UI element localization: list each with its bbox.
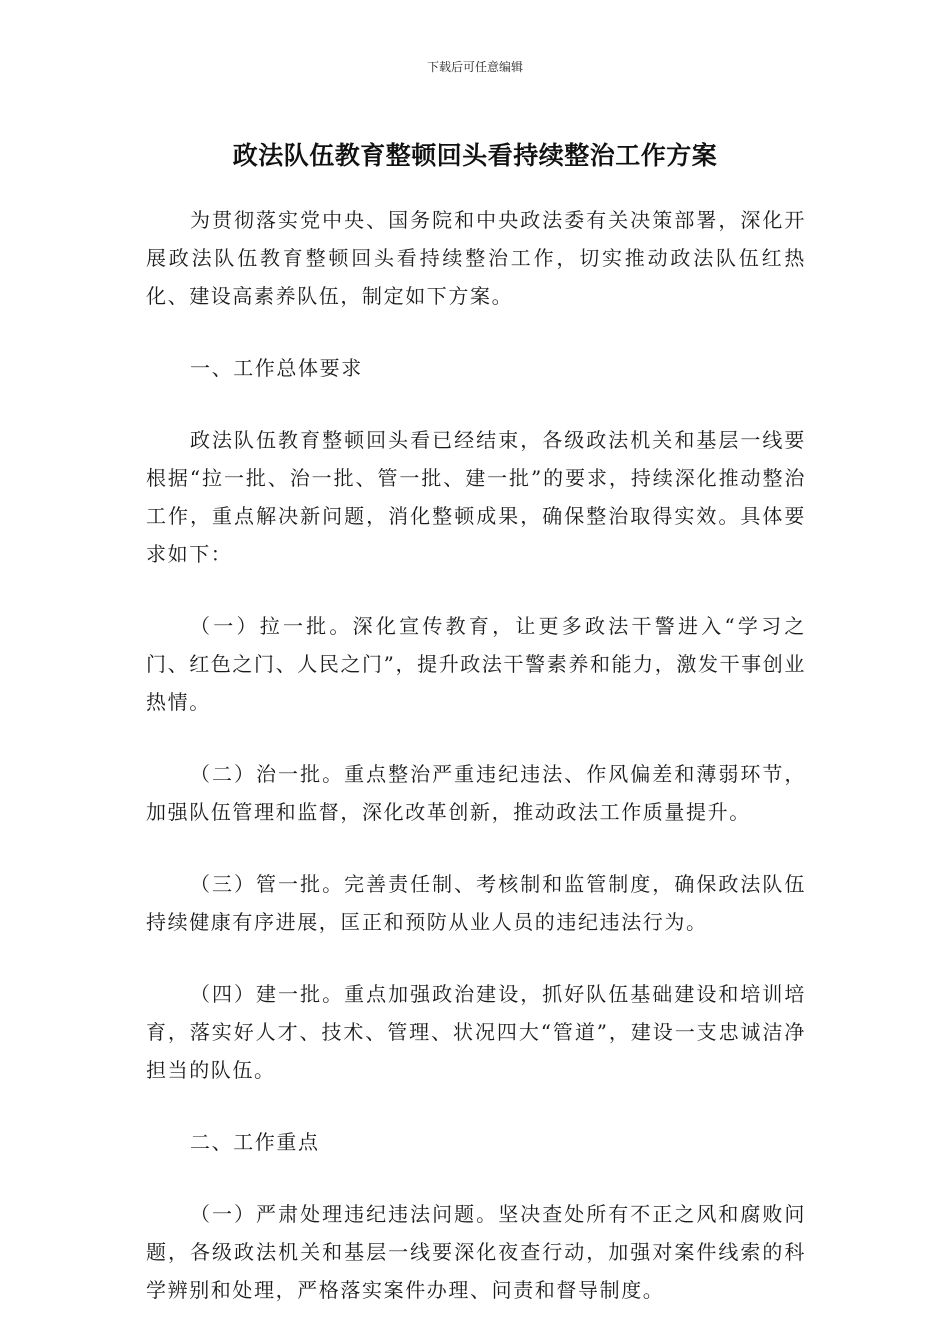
document-body <box>146 201 806 1343</box>
item-paragraph-3: （三）管一批。完善责任制、考核制和监管制度，确保政法队伍持续健康有序进展，匡正和预防从业人员的违纪违法行为。 <box>146 872 806 934</box>
item-paragraph-4: （四）建一批。重点加强政治建设，抓好队伍基础建设和培训培育，落实好人才、技术、管理、状况四大“管道”，建设一支忠诚洁净担当的队伍。 <box>146 982 806 1082</box>
document-title: 政法队伍教育整顿回头看持续整治工作方案 <box>232 141 718 170</box>
item-paragraph-2: （二）治一批。重点整治严重违纪违法、作风偏差和薄弱环节，加强队伍管理和监督，深化改革创新，推动政法工作质量提升。 <box>146 762 806 824</box>
section-1-paragraph: 政法队伍教育整顿回头看已经结束，各级政法机关和基层一线要根据“拉一批、治一批、管一批、建一批”的要求，持续深化推动整治工作，重点解决新问题，消化整顿成果，确保整治取得实效。具体要求如下： <box>146 428 806 566</box>
intro-paragraph: 为贯彻落实党中央、国务院和中央政法委有关决策部署，深化开展政法队伍教育整顿回头看持续整治工作，切实推动政法队伍红热化、建设高素养队伍，制定如下方案。 <box>146 208 806 308</box>
section-heading-2: 二、工作重点 <box>190 1130 320 1154</box>
section-heading-1: 一、工作总体要求 <box>190 356 363 380</box>
focus-paragraph-1: （一）严肃处理违纪违法问题。坚决查处所有不正之风和腐败问题，各级政法机关和基层一线要深化夜查行动，加强对案件线索的科学辨别和处理，严格落实案件办理、问责和督导制度。 <box>146 1202 806 1302</box>
header-note: 下载后可任意编辑 <box>426 60 523 74</box>
item-paragraph-1: （一）拉一批。深化宣传教育，让更多政法干警进入“学习之门、红色之门、人民之门”，提升政法干警素养和能力，激发干事创业热情。 <box>146 614 806 714</box>
